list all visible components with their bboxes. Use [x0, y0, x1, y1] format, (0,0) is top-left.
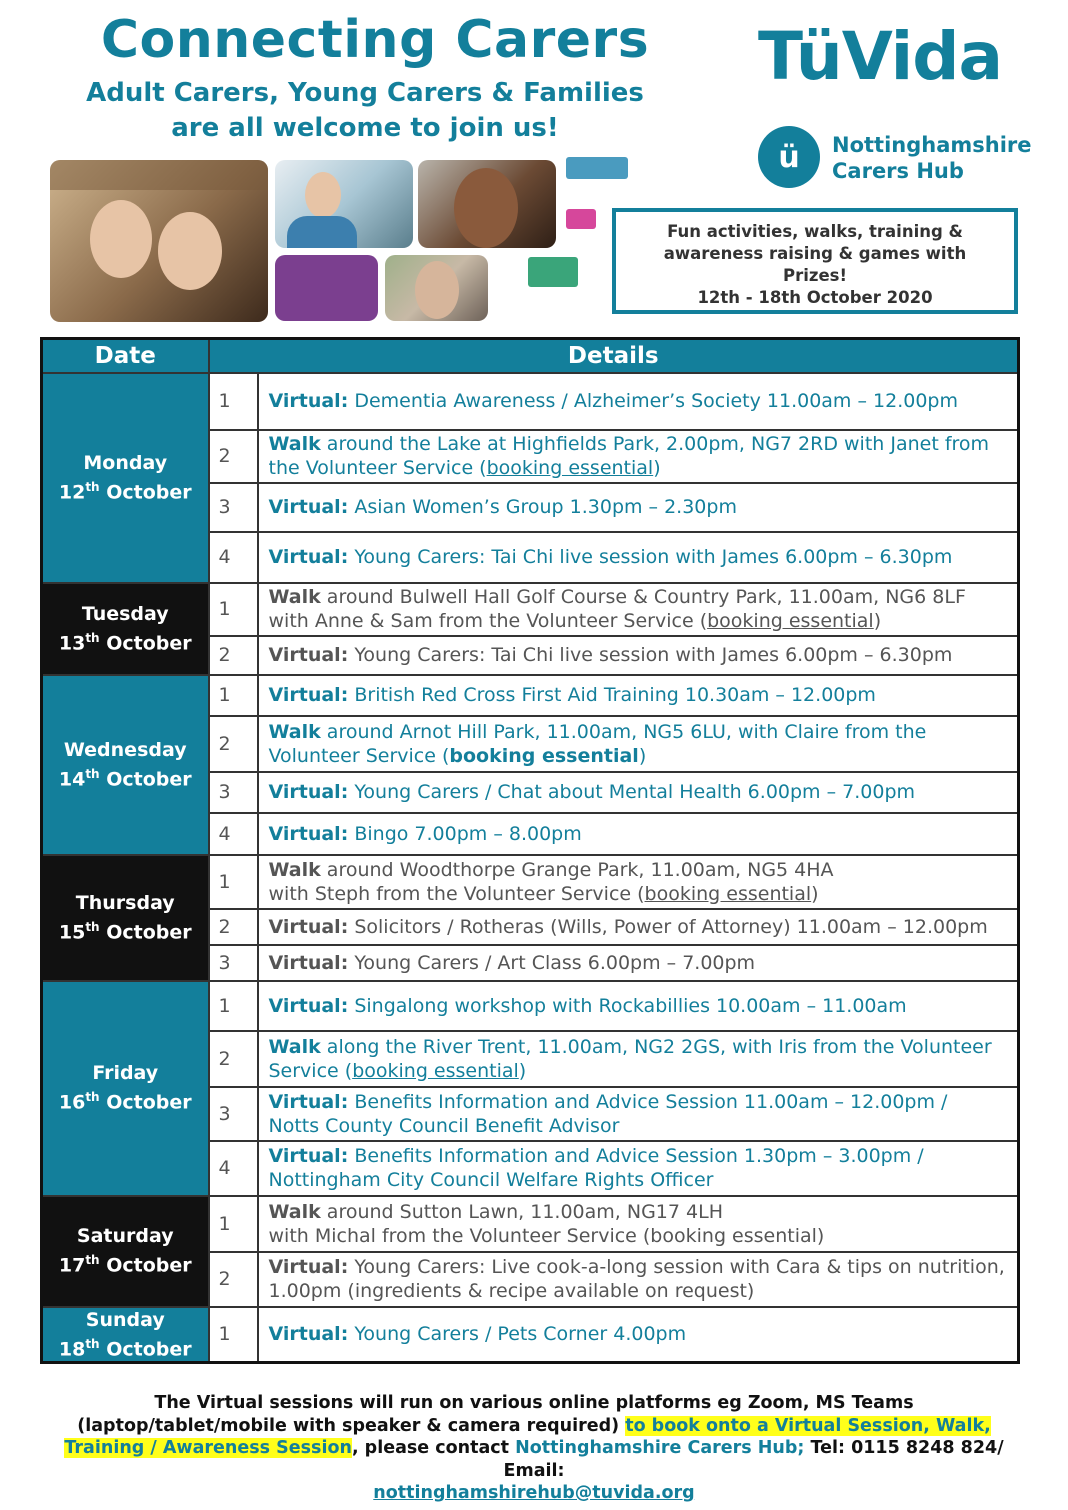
day-month: October — [106, 1254, 192, 1277]
day-date-suffix: th — [85, 1090, 100, 1105]
day-month: October — [106, 1091, 192, 1114]
photo-older-man — [385, 255, 488, 321]
item-text: Young Carers: Tai Chi live session with James 6.00pm – 6.30pm — [354, 644, 953, 666]
day-date-suffix: th — [85, 1336, 100, 1351]
item-details — [258, 772, 1019, 813]
footer-note — [50, 1392, 1018, 1505]
item-type: Virtual: — [268, 915, 349, 938]
footer-email-link[interactable]: nottinghamshirehub@tuvida.org — [373, 1483, 695, 1503]
item-text: British Red Cross First Aid Training 10.30am – 12.00pm — [354, 684, 876, 706]
item-text: Young Carers / Art Class 6.00pm – 7.00pm — [354, 951, 756, 974]
item-text: around Woodthorpe Grange Park, 11.00am, NG5 4HA — [326, 858, 834, 881]
schedule-table — [40, 337, 1020, 1364]
item-text-line-2: with Michal from the Volunteer Service (booking essential) — [268, 1224, 825, 1247]
item-type: Virtual: — [268, 1090, 349, 1113]
tuvida-logo: TüVida — [758, 18, 1003, 95]
item-number: 2 — [209, 1031, 258, 1087]
item-details — [258, 430, 1019, 483]
item-details — [258, 855, 1019, 909]
item-type: Virtual: — [268, 994, 349, 1017]
day-name: Saturday — [76, 1225, 174, 1248]
day-name: Friday — [92, 1062, 159, 1085]
day-month: October — [106, 768, 192, 791]
item-text-end: ) — [638, 744, 647, 767]
day-cell-5 — [42, 1196, 209, 1307]
item-type: Virtual: — [268, 822, 349, 845]
table-row — [42, 373, 1019, 430]
item-number: 4 — [209, 532, 258, 583]
item-text: Solicitors / Rotheras (Wills, Power of Attorney) 11.00am – 12.00pm — [354, 915, 988, 938]
item-type: Virtual: — [268, 390, 349, 412]
item-text-end: ) — [873, 610, 882, 632]
item-number: 1 — [209, 855, 258, 909]
item-details — [258, 532, 1019, 583]
item-text-line-2: with Steph from the Volunteer Service ( — [268, 882, 645, 905]
item-text-end: ) — [811, 882, 819, 905]
photo-two-women — [50, 160, 268, 322]
table-row — [42, 855, 1019, 909]
item-type: Virtual: — [268, 1145, 349, 1167]
day-name: Sunday — [85, 1308, 165, 1331]
day-month: October — [106, 481, 192, 504]
item-text: Young Carers: Tai Chi live session with James 6.00pm – 6.30pm — [354, 546, 953, 568]
photo-woman-smiling — [275, 160, 413, 248]
item-type: Virtual: — [268, 1256, 349, 1278]
item-text: around Bulwell Hall Golf Course & Country Park, 11.00am, NG6 8LF with Anne & Sam from the Volunteer Service ( — [268, 586, 966, 632]
item-type: Walk — [268, 858, 321, 881]
day-date — [43, 475, 208, 504]
day-date-number: 12 — [58, 481, 86, 504]
item-details — [258, 981, 1019, 1031]
item-number: 4 — [209, 1141, 258, 1196]
item-number: 2 — [209, 1252, 258, 1307]
day-date-number: 18 — [58, 1337, 86, 1360]
decor-pink-square — [566, 209, 596, 229]
item-number: 2 — [209, 716, 258, 772]
page-title: Connecting Carers — [100, 10, 650, 70]
item-text: Benefits Information and Advice Session 1.30pm – 3.00pm / — [354, 1145, 924, 1167]
item-text: Bingo 7.00pm – 8.00pm — [354, 822, 582, 845]
info-line-4: 12th - 18th October 2020 — [697, 288, 933, 307]
photo-man-smiling — [418, 160, 556, 248]
item-details — [258, 636, 1019, 675]
item-details — [258, 373, 1019, 430]
day-cell-4 — [42, 981, 209, 1196]
table-row — [42, 1307, 1019, 1363]
item-text: Young Carers / Chat about Mental Health 6.00pm – 7.00pm — [354, 781, 916, 803]
item-type: Virtual: — [268, 496, 349, 518]
item-number: 1 — [209, 1307, 258, 1363]
day-date-number: 16 — [58, 1091, 86, 1114]
carers-hub-logo — [758, 126, 1032, 190]
item-type: Virtual: — [268, 781, 349, 803]
item-details — [258, 1031, 1019, 1087]
item-number: 3 — [209, 945, 258, 981]
day-month: October — [106, 921, 192, 944]
day-name: Wednesday — [63, 738, 187, 761]
day-date-suffix: th — [85, 919, 100, 934]
item-text-line-2: Nottingham City Council Welfare Rights Officer — [268, 1169, 714, 1191]
day-month: October — [106, 1337, 192, 1360]
subtitle-line-2: are all welcome to join us! — [171, 113, 559, 143]
item-text: around the Lake at Highfields Park, 2.00pm, NG7 2RD with Janet from the Volunteer Service ( — [268, 433, 990, 479]
item-number: 1 — [209, 583, 258, 636]
item-details — [258, 583, 1019, 636]
purple-tile — [275, 255, 378, 321]
item-type: Virtual: — [268, 951, 349, 974]
day-date — [43, 1332, 208, 1361]
item-text: Young Carers / Pets Corner 4.00pm — [354, 1323, 687, 1346]
item-number: 3 — [209, 772, 258, 813]
item-details — [258, 1307, 1019, 1363]
item-text: along the River Trent, 11.00am, NG2 2GS, with Iris from the Volunteer Service ( — [268, 1035, 992, 1082]
item-type: Walk — [268, 586, 321, 608]
day-cell-0 — [42, 373, 209, 583]
footer-hub-name: Nottinghamshire Carers Hub; — [515, 1438, 805, 1458]
item-details — [258, 1087, 1019, 1141]
item-text: Asian Women’s Group 1.30pm – 2.30pm — [354, 496, 737, 518]
decor-blue-bar — [566, 157, 628, 179]
booking-link[interactable]: booking essential — [486, 457, 654, 479]
day-name: Tuesday — [81, 602, 169, 625]
item-number: 1 — [209, 675, 258, 716]
header-date: Date — [42, 339, 209, 373]
day-date-suffix: th — [85, 479, 100, 494]
item-number: 2 — [209, 430, 258, 483]
item-details — [258, 1196, 1019, 1252]
day-cell-3 — [42, 855, 209, 981]
day-date-suffix: th — [85, 766, 100, 781]
footer-text-1: The Virtual sessions will run on various online platforms eg Zoom, MS Teams (laptop/tablet/mobile with speaker & camera required) — [77, 1393, 914, 1436]
item-number: 2 — [209, 909, 258, 945]
day-date — [43, 762, 208, 791]
page-subtitle — [60, 76, 670, 146]
item-details — [258, 945, 1019, 981]
item-type: Walk — [268, 1200, 321, 1223]
day-date-number: 14 — [58, 768, 86, 791]
item-number: 3 — [209, 1087, 258, 1141]
day-date-suffix: th — [85, 630, 100, 645]
day-date — [43, 626, 208, 655]
day-cell-1 — [42, 583, 209, 675]
table-row — [42, 675, 1019, 716]
item-text: Benefits Information and Advice Session 11.00am – 12.00pm / — [354, 1090, 948, 1113]
item-number: 1 — [209, 373, 258, 430]
table-row — [42, 1196, 1019, 1252]
item-text: Dementia Awareness / Alzheimer’s Society 11.00am – 12.00pm — [354, 390, 958, 412]
table-row — [42, 583, 1019, 636]
item-text: around Arnot Hill Park, 11.00am, NG5 6LU, with Claire from the Volunteer Service ( — [268, 720, 927, 767]
info-line-3: Prizes! — [782, 266, 848, 285]
item-details — [258, 1252, 1019, 1307]
item-number: 4 — [209, 813, 258, 855]
day-cell-6 — [42, 1307, 209, 1363]
booking-link[interactable]: booking essential — [707, 610, 874, 632]
booking-link[interactable]: booking essential — [644, 882, 812, 905]
decor-green-square — [528, 257, 578, 287]
item-type: Walk — [268, 720, 321, 743]
day-name: Thursday — [75, 891, 175, 914]
item-number: 1 — [209, 1196, 258, 1252]
day-date — [43, 1085, 208, 1114]
booking-link[interactable]: booking essential — [352, 1059, 519, 1082]
item-text: around Sutton Lawn, 11.00am, NG17 4LH — [326, 1200, 723, 1223]
item-details — [258, 483, 1019, 532]
day-date-number: 17 — [58, 1254, 86, 1277]
item-text-end: ) — [518, 1059, 527, 1082]
day-name: Monday — [83, 451, 168, 474]
item-type: Walk — [268, 433, 321, 455]
hub-logo-line-2: Carers Hub — [832, 159, 964, 183]
item-number: 2 — [209, 636, 258, 675]
item-type: Walk — [268, 1035, 321, 1058]
subtitle-line-1: Adult Carers, Young Carers & Families — [86, 78, 644, 108]
footer-text-2: , please contact — [351, 1438, 516, 1458]
hub-logo-line-1: Nottinghamshire — [832, 133, 1032, 157]
item-details — [258, 813, 1019, 855]
item-type: Virtual: — [268, 1323, 349, 1346]
item-text-line-2: Notts County Council Benefit Advisor — [268, 1114, 620, 1137]
item-text-end: ) — [653, 457, 661, 479]
item-details — [258, 909, 1019, 945]
day-cell-2 — [42, 675, 209, 855]
item-details — [258, 1141, 1019, 1196]
day-month: October — [106, 632, 192, 655]
hub-logo-icon: ü — [758, 126, 820, 188]
footer-text-3: Tel: 0115 8248 824/ Email: — [503, 1438, 1004, 1481]
table-row — [42, 981, 1019, 1031]
info-line-1: Fun activities, walks, training & — [667, 222, 963, 241]
event-info-box — [612, 208, 1018, 314]
header-details: Details — [209, 339, 1019, 373]
footer-highlight: to book onto a Virtual Session, Walk, Training / Awareness Session — [64, 1415, 991, 1458]
day-date — [43, 915, 208, 944]
info-line-2: awareness raising & games with — [663, 244, 967, 263]
item-type: Virtual: — [268, 684, 349, 706]
table-header-row — [42, 339, 1019, 373]
day-date-suffix: th — [85, 1253, 100, 1268]
item-text: Singalong workshop with Rockabillies 10.00am – 11.00am — [354, 994, 907, 1017]
item-type: Virtual: — [268, 546, 349, 568]
day-date-number: 15 — [58, 921, 86, 944]
day-date — [43, 1248, 208, 1277]
item-details — [258, 716, 1019, 772]
item-type: Virtual: — [268, 644, 349, 666]
item-details — [258, 675, 1019, 716]
booking-note: booking essential — [449, 744, 639, 767]
day-date-number: 13 — [58, 632, 86, 655]
item-number: 1 — [209, 981, 258, 1031]
item-number: 3 — [209, 483, 258, 532]
item-text: Young Carers: Live cook-a-long session with Cara & tips on nutrition, 1.00pm (ingredients & recipe available on request) — [268, 1256, 1005, 1302]
